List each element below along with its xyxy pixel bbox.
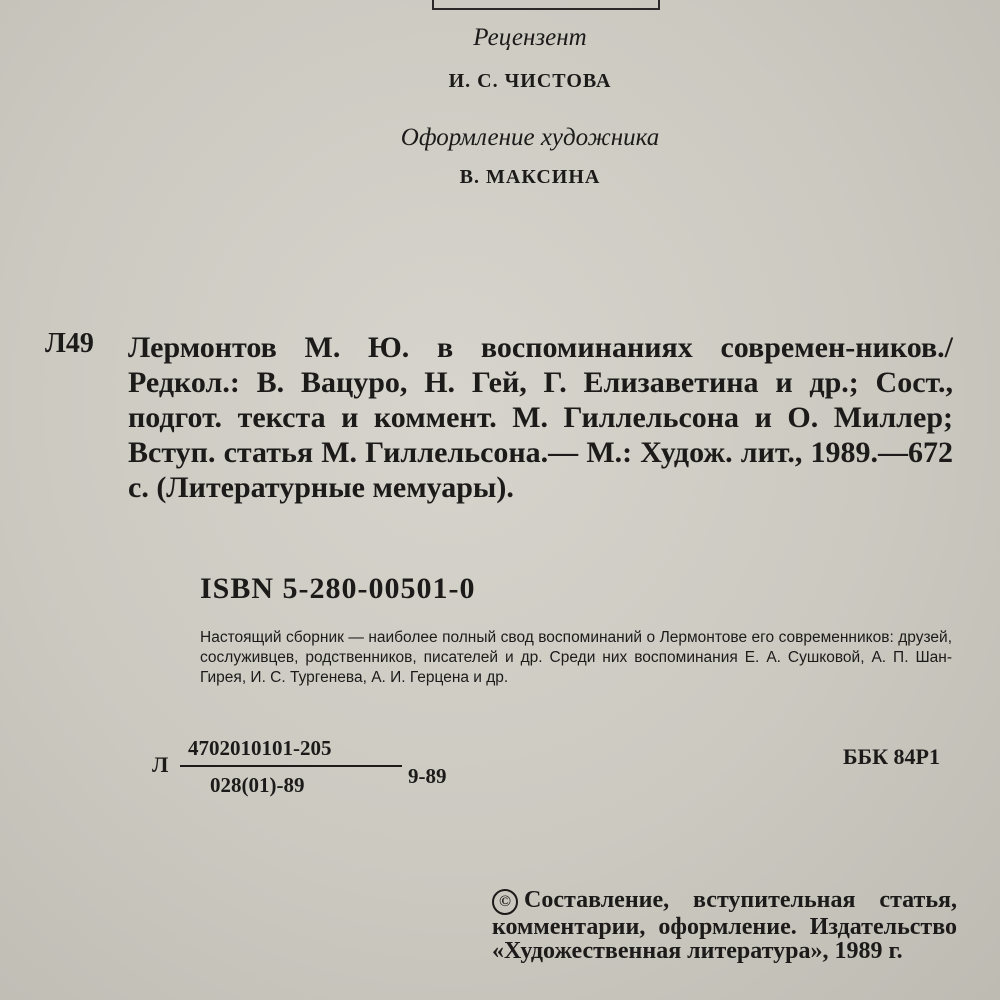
bibliographic-entry	[128, 330, 953, 505]
annotation: Настоящий сборник — наиболее полный свод воспоминаний о Лермонтове его современников: друзей, сослуживцев, родственников, писателей и др. Среди них воспоминания Е. А. Сушковой, А. П. Шан-Гирея, И. С. Тургенева, А. И. Герцена и др.	[200, 629, 952, 686]
designer-role: Оформление художника	[400, 124, 660, 151]
publication-code-denominator: 028(01)-89	[210, 773, 305, 797]
entry-lead: Лермонтов М. Ю. в воспоминаниях современ-	[128, 331, 856, 364]
publication-code-suffix: 9-89	[408, 764, 447, 788]
reviewer-name: И. С. ЧИСТОВА	[448, 70, 612, 92]
publication-code-prefix: Л	[152, 752, 169, 777]
bbk-code: ББК 84Р1	[843, 744, 940, 769]
isbn: ISBN 5-280-00501-0	[200, 572, 476, 605]
copyright-notice	[492, 888, 957, 963]
copyright-icon: ©	[492, 889, 518, 915]
top-frame	[432, 0, 660, 10]
fraction-line	[180, 765, 402, 767]
copyright-text: Составление, вступительная статья, комментарии, оформление. Издательство «Художественная литература», 1989 г.	[492, 887, 957, 964]
designer-name: В. МАКСИНА	[459, 166, 601, 188]
reviewer-role: Рецензент	[473, 24, 587, 51]
entry-text: ников./Редкол.: В. Вацуро, Н. Гей, Г. Елизаветина и др.; Сост., подгот. текста и коммент. М. Гиллельсона и О. Миллер; Вступ. статья М. Гиллельсона.— М.: Худож. лит., 1989.—672 с. (Литературные мемуары).	[128, 331, 953, 504]
publication-code-numerator: 4702010101-205	[188, 736, 332, 760]
catalog-code: Л49	[45, 328, 94, 359]
